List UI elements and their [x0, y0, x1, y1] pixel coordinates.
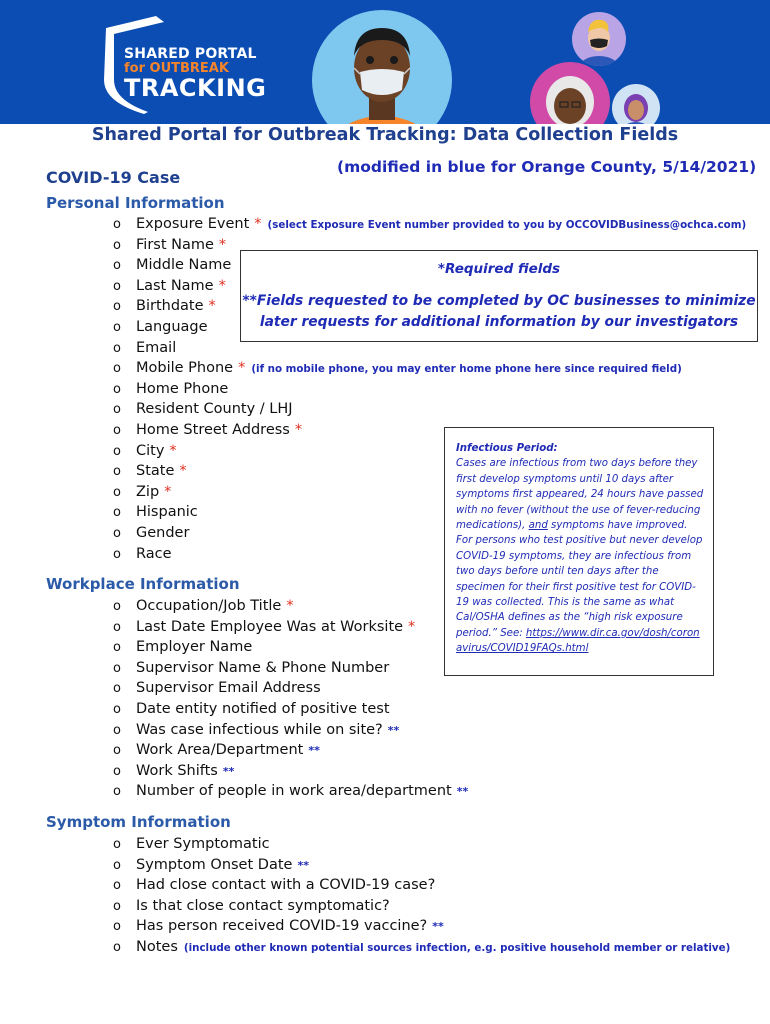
personal-item — [113, 277, 226, 296]
personal-item — [113, 462, 187, 481]
requested-mark: ** — [297, 858, 309, 872]
personal-item-label: Exposure Event — [136, 216, 250, 232]
personal-item-label: Mobile Phone — [136, 360, 234, 377]
required-mark: * — [286, 598, 294, 614]
bullet-icon: o — [113, 402, 121, 418]
bullet-icon: o — [113, 919, 121, 935]
workplace-item-label: Was case infectious while on site? — [136, 721, 383, 738]
bullet-icon: o — [113, 763, 121, 779]
personal-item-label: City — [136, 442, 165, 459]
workplace-item-label: Work Shifts — [136, 762, 218, 779]
required-fields-legend — [240, 250, 758, 342]
personal-item — [113, 545, 172, 564]
personal-item — [113, 421, 302, 440]
workplace-item — [113, 741, 320, 760]
personal-item-label: Race — [136, 545, 172, 562]
workplace-item-label: Supervisor Email Address — [136, 680, 321, 697]
required-mark: * — [238, 360, 246, 377]
personal-item — [113, 503, 198, 522]
symptom-item-label: Is that close contact symptomatic? — [136, 897, 390, 914]
bullet-icon: o — [113, 619, 121, 635]
requested-legend-line-2: later requests for additional information by our investigators — [259, 314, 739, 330]
personal-item-label: Zip — [136, 483, 160, 500]
personal-item-label: State — [136, 463, 175, 480]
person-avatar-large — [312, 10, 452, 124]
bullet-icon: o — [113, 743, 121, 759]
workplace-item — [113, 721, 399, 740]
required-mark: * — [208, 298, 216, 315]
requested-mark: ** — [456, 785, 469, 799]
personal-item-label: Hispanic — [136, 504, 198, 521]
personal-item-label: First Name — [136, 236, 214, 253]
bullet-icon: o — [113, 878, 121, 894]
workplace-info-heading: Workplace Information — [46, 575, 240, 593]
symptom-item — [113, 938, 730, 957]
personal-item-label: Middle Name — [136, 257, 232, 274]
bullet-icon: o — [113, 320, 121, 335]
workplace-item-label: Number of people in work area/department — [136, 783, 452, 800]
required-mark: * — [408, 618, 416, 635]
bullet-icon: o — [113, 940, 121, 955]
bullet-icon: o — [113, 258, 121, 274]
required-mark: * — [254, 216, 262, 232]
page-subtitle: (modified in blue for Orange County, 5/14/2021) — [337, 158, 757, 176]
personal-item-note: (if no mobile phone, you may enter home phone here since required field) — [251, 363, 682, 376]
personal-item — [113, 256, 231, 275]
personal-item — [113, 339, 176, 358]
required-mark: * — [169, 442, 177, 459]
requested-mark: ** — [387, 723, 400, 737]
required-mark: * — [218, 277, 226, 294]
bullet-icon: o — [113, 381, 121, 397]
case-heading: COVID-19 Case — [46, 168, 181, 187]
personal-item — [113, 297, 216, 316]
personal-item — [113, 400, 293, 419]
personal-item — [113, 236, 226, 255]
bullet-icon: o — [113, 784, 121, 800]
infectious-period-body — [456, 456, 705, 656]
required-mark: * — [164, 483, 172, 500]
personal-item-note: (select Exposure Event number provided to you by OCCOVIDBusiness@ochca.com) — [267, 219, 747, 231]
workplace-item-label: Employer Name — [136, 639, 253, 656]
bullet-icon: o — [113, 546, 121, 562]
required-mark: * — [294, 422, 303, 438]
personal-info-heading: Personal Information — [46, 194, 225, 212]
bullet-icon: o — [113, 722, 121, 738]
bullet-icon: o — [113, 898, 121, 914]
bullet-icon: o — [113, 857, 121, 873]
bullet-icon: o — [113, 299, 121, 315]
required-legend-line: *Required fields — [437, 261, 561, 277]
symptom-item-label: Had close contact with a COVID-19 case? — [136, 877, 436, 894]
workplace-item-label: Date entity notified of positive test — [136, 701, 390, 717]
personal-item-label: Home Phone — [136, 380, 229, 397]
workplace-item — [113, 659, 389, 678]
bullet-icon: o — [113, 464, 121, 480]
personal-item — [113, 359, 682, 378]
symptom-item — [113, 897, 390, 916]
bullet-icon: o — [113, 484, 121, 500]
symptom-item — [113, 917, 444, 936]
symptom-item-label: Symptom Onset Date — [136, 856, 293, 873]
personal-item-label: Resident County / LHJ — [136, 401, 293, 418]
workplace-item — [113, 679, 321, 698]
personal-item — [113, 524, 189, 543]
symptom-item-label: Ever Symptomatic — [136, 836, 270, 852]
workplace-item — [113, 638, 252, 657]
symptom-item — [113, 876, 435, 895]
requested-mark: ** — [432, 920, 444, 934]
required-mark: * — [179, 463, 187, 480]
logo-line-3: TRACKING — [124, 74, 267, 102]
infectious-period-title: Infectious Period: — [456, 443, 558, 454]
bullet-icon: o — [113, 443, 121, 459]
requested-mark: ** — [308, 744, 320, 758]
personal-item — [113, 380, 228, 399]
bullet-icon: o — [113, 237, 121, 253]
bullet-icon: o — [113, 599, 121, 614]
workplace-item — [113, 597, 294, 616]
header-banner — [0, 0, 770, 124]
person-avatar-small-2 — [612, 84, 660, 124]
bullet-icon: o — [113, 526, 121, 541]
workplace-item-label: Work Area/Department — [136, 742, 304, 759]
person-avatar-medium — [530, 62, 610, 124]
bullet-icon: o — [113, 681, 121, 697]
personal-item — [113, 318, 208, 337]
bullet-icon: o — [113, 660, 121, 676]
personal-item — [113, 215, 746, 234]
person-avatar-small-1 — [572, 12, 626, 66]
workplace-item — [113, 618, 415, 637]
required-mark: * — [218, 236, 227, 253]
workplace-item-label: Occupation/Job Title — [136, 598, 282, 614]
logo-line-1: SHARED PORTAL — [124, 46, 257, 62]
personal-item-label: Language — [136, 319, 208, 335]
symptom-item — [113, 856, 309, 875]
bullet-icon: o — [113, 340, 121, 356]
personal-item-label: Home Street Address — [136, 422, 290, 438]
personal-item-label: Gender — [136, 525, 190, 541]
workplace-item-label: Last Date Employee Was at Worksite — [136, 618, 404, 635]
infectious-body-part-1: Cases are infectious from two days before they first develop symptoms until 10 days after symptoms first appeared, 24 hours have passed with no fever (without the use of fever-reducing medications), — [456, 458, 704, 532]
symptom-item-label: Notes — [136, 939, 178, 955]
logo-line-2: for OUTBREAK — [124, 61, 229, 76]
personal-item — [113, 483, 171, 502]
workplace-item — [113, 700, 390, 719]
requested-legend-text — [241, 291, 757, 333]
bullet-icon: o — [113, 702, 121, 717]
bullet-icon: o — [113, 217, 121, 232]
bullet-icon: o — [113, 423, 121, 438]
page-title: Shared Portal for Outbreak Tracking: Data Collection Fields — [91, 125, 679, 145]
requested-legend-line-1: **Fields requested to be completed by OC businesses to minimize — [242, 293, 756, 309]
infectious-body-part-2: symptoms have improved. For persons who test positive but never develop COVID-19 symptoms, they are infectious from two days before until ten days after the specimen for their first positive test for COVID-19 was collected. This is the same as what Cal/OSHA defines as the “high risk exposure period.” See: — [456, 520, 703, 639]
bullet-icon: o — [113, 505, 121, 521]
symptom-info-heading: Symptom Information — [46, 813, 231, 831]
bullet-icon: o — [113, 640, 121, 656]
symptom-item-label: Has person received COVID-19 vaccine? — [136, 918, 428, 935]
workplace-item — [113, 762, 234, 781]
workplace-item — [113, 782, 468, 801]
symptom-item-note: (include other known potential sources infection, e.g. positive household member or relative) — [183, 942, 731, 954]
bullet-icon: o — [113, 361, 121, 377]
bullet-icon: o — [113, 278, 121, 294]
infectious-faq-link[interactable]: https://www.dir.ca.gov/dosh/coronavirus/COVID19FAQs.html — [456, 627, 700, 655]
bullet-icon: o — [113, 837, 121, 852]
personal-item — [113, 442, 177, 461]
personal-item-label: Last Name — [136, 277, 214, 294]
symptom-item — [113, 835, 270, 854]
personal-item-label: Birthdate — [136, 298, 204, 315]
personal-item-label: Email — [136, 339, 177, 356]
infectious-period-box — [444, 427, 714, 676]
requested-mark: ** — [222, 764, 235, 778]
workplace-item-label: Supervisor Name & Phone Number — [136, 659, 390, 676]
infectious-and-word: and — [528, 520, 548, 532]
